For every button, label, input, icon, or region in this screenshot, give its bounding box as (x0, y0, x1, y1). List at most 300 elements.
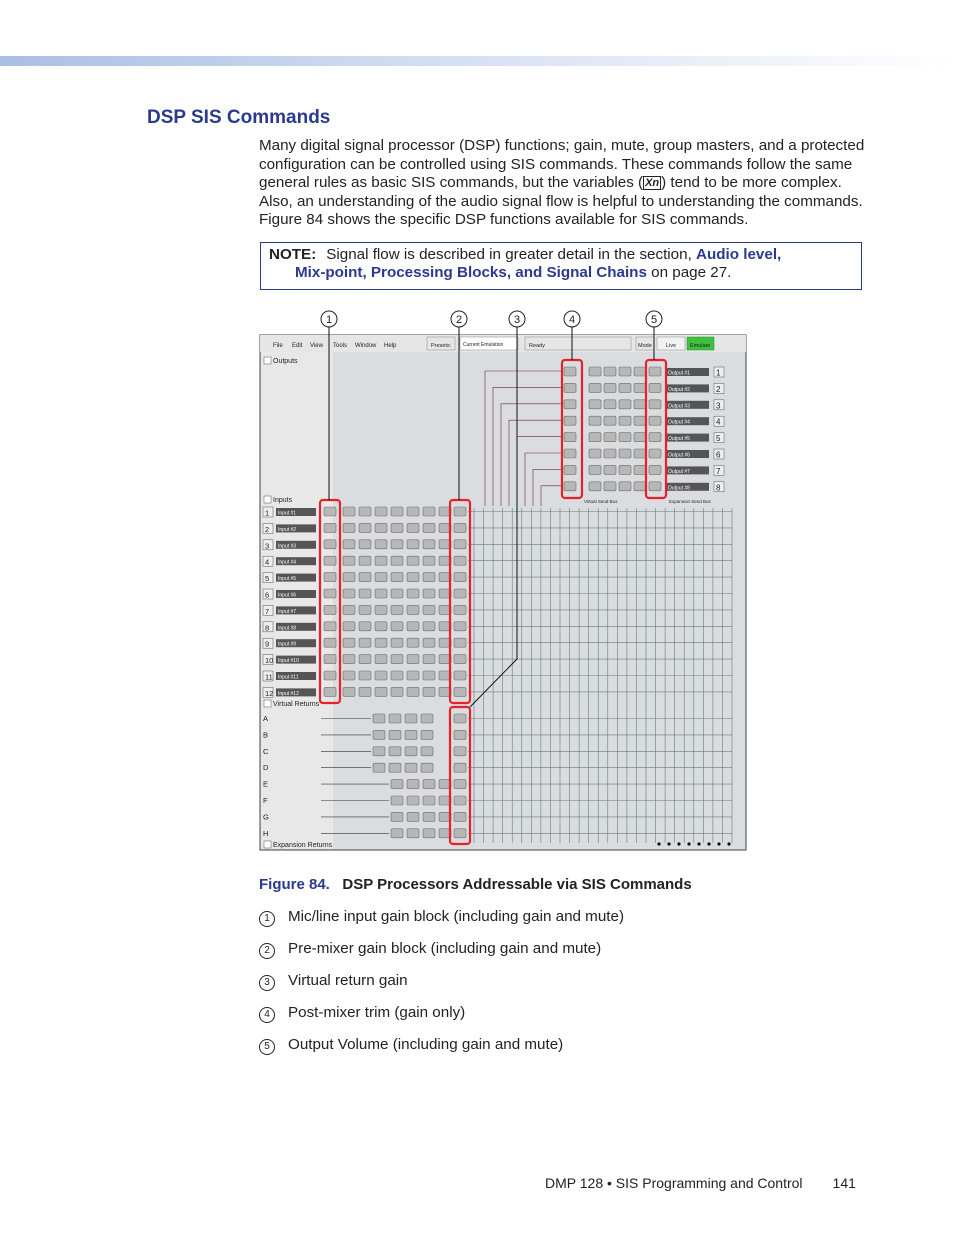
dsp-block[interactable] (375, 638, 387, 647)
dsp-block[interactable] (391, 589, 403, 598)
legend-number: 3 (259, 975, 275, 991)
dsp-block[interactable] (421, 730, 433, 739)
dsp-block[interactable] (423, 605, 435, 614)
dsp-block[interactable] (619, 383, 631, 392)
dsp-block[interactable] (589, 482, 601, 491)
dsp-block[interactable] (375, 540, 387, 549)
dsp-block[interactable] (359, 573, 371, 582)
dsp-block[interactable] (454, 523, 466, 532)
dsp-block[interactable] (423, 622, 435, 631)
callout-number: 1 (325, 314, 333, 326)
dsp-block[interactable] (423, 573, 435, 582)
dsp-block[interactable] (375, 589, 387, 598)
dsp-block[interactable] (423, 796, 435, 805)
dsp-block[interactable] (454, 714, 466, 723)
dsp-block[interactable] (619, 416, 631, 425)
dsp-block[interactable] (407, 687, 419, 696)
presets-value: Current Emulation (463, 342, 504, 348)
dsp-block[interactable] (407, 780, 419, 789)
dsp-block[interactable] (375, 573, 387, 582)
input-name: Input #4 (278, 559, 297, 566)
input-number: 7 (265, 606, 270, 616)
legend-number: 1 (259, 911, 275, 927)
output-number: 7 (716, 466, 721, 476)
dsp-figure (259, 306, 749, 852)
dsp-block[interactable] (324, 540, 336, 549)
dsp-block[interactable] (407, 812, 419, 821)
dsp-block[interactable] (391, 523, 403, 532)
dsp-block[interactable] (343, 540, 355, 549)
output-name: Output #6 (668, 452, 690, 459)
dsp-block[interactable] (324, 687, 336, 696)
dsp-block[interactable] (343, 605, 355, 614)
dsp-block[interactable] (407, 638, 419, 647)
legend-text: Post-mixer trim (gain only) (288, 1004, 466, 1021)
legend-item (259, 908, 859, 940)
dsp-block[interactable] (391, 780, 403, 789)
input-name: Input #9 (278, 641, 297, 648)
dsp-block[interactable] (359, 638, 371, 647)
dsp-block[interactable] (373, 747, 385, 756)
expansion-bus-dot (717, 842, 720, 845)
dsp-block[interactable] (407, 556, 419, 565)
dsp-block[interactable] (649, 465, 661, 474)
dsp-block[interactable] (324, 523, 336, 532)
dsp-block[interactable] (454, 763, 466, 772)
dsp-block[interactable] (391, 671, 403, 680)
note-link-part2[interactable]: Mix-point, Processing Blocks, and Signal Chains (295, 264, 647, 281)
dsp-block[interactable] (649, 383, 661, 392)
dsp-block[interactable] (407, 507, 419, 516)
dsp-block[interactable] (407, 655, 419, 664)
dsp-block[interactable] (564, 449, 576, 458)
dsp-block[interactable] (423, 589, 435, 598)
dsp-block[interactable] (454, 622, 466, 631)
dsp-block[interactable] (389, 747, 401, 756)
dsp-block[interactable] (391, 573, 403, 582)
presets-label: Presets: (431, 343, 452, 349)
dsp-block[interactable] (564, 400, 576, 409)
dsp-block[interactable] (454, 812, 466, 821)
legend-number: 5 (259, 1039, 275, 1055)
dsp-configurator-screenshot (259, 306, 749, 852)
virtual-return-letter: E (263, 779, 269, 789)
dsp-block[interactable] (391, 622, 403, 631)
dsp-block[interactable] (423, 638, 435, 647)
output-number: 2 (716, 384, 721, 394)
menu-item: View (310, 343, 323, 349)
callout-number: 5 (650, 314, 658, 326)
input-number: 12 (265, 688, 274, 698)
output-number: 5 (716, 434, 721, 444)
dsp-block[interactable] (324, 573, 336, 582)
output-name: Output #2 (668, 386, 690, 393)
dsp-block[interactable] (564, 383, 576, 392)
virtual-return-letter: A (263, 714, 269, 723)
output-number: 8 (716, 483, 721, 493)
dsp-block[interactable] (423, 829, 435, 838)
dsp-block[interactable] (634, 482, 646, 491)
dsp-block[interactable] (634, 433, 646, 442)
menu-item: Edit (292, 343, 303, 349)
dsp-block[interactable] (343, 523, 355, 532)
dsp-block[interactable] (391, 507, 403, 516)
input-name: Input #12 (278, 690, 299, 697)
note-label: NOTE: (269, 246, 317, 263)
menu-item: Tools (333, 343, 348, 349)
dsp-block[interactable] (359, 622, 371, 631)
output-number: 1 (716, 368, 721, 378)
dsp-block[interactable] (324, 507, 336, 516)
dsp-block[interactable] (407, 573, 419, 582)
dsp-block[interactable] (375, 507, 387, 516)
dsp-block[interactable] (391, 556, 403, 565)
dsp-block[interactable] (454, 829, 466, 838)
virtual-returns-section-label: Virtual Returns (273, 701, 320, 708)
dsp-block[interactable] (407, 622, 419, 631)
dsp-block[interactable] (589, 449, 601, 458)
dsp-block[interactable] (619, 400, 631, 409)
input-name: Input #10 (278, 658, 299, 665)
dsp-block[interactable] (634, 400, 646, 409)
dsp-block[interactable] (343, 638, 355, 647)
dsp-block[interactable] (407, 829, 419, 838)
dsp-block[interactable] (589, 433, 601, 442)
dsp-block[interactable] (454, 796, 466, 805)
input-number: 11 (265, 672, 273, 682)
dsp-block[interactable] (604, 367, 616, 376)
dsp-block[interactable] (405, 714, 417, 723)
figure-number: Figure 84. (259, 876, 330, 893)
collapse-icon[interactable] (264, 496, 271, 503)
dsp-block[interactable] (634, 465, 646, 474)
collapse-icon[interactable] (264, 700, 271, 707)
dsp-block[interactable] (649, 416, 661, 425)
dsp-block[interactable] (359, 523, 371, 532)
dsp-block[interactable] (454, 655, 466, 664)
input-number: 5 (265, 574, 270, 584)
legend-text: Output Volume (including gain and mute) (288, 1036, 564, 1053)
dsp-block[interactable] (454, 589, 466, 598)
dsp-block[interactable] (375, 523, 387, 532)
input-name: Input #5 (278, 576, 297, 583)
dsp-block[interactable] (407, 589, 419, 598)
dsp-block[interactable] (649, 433, 661, 442)
input-number: 3 (265, 541, 270, 551)
input-name: Input #11 (278, 674, 299, 681)
dsp-block[interactable] (619, 465, 631, 474)
dsp-block[interactable] (619, 482, 631, 491)
virtual-return-letter: C (263, 746, 269, 756)
dsp-block[interactable] (407, 796, 419, 805)
inputs-section-label: Inputs (273, 497, 293, 504)
dsp-block[interactable] (391, 829, 403, 838)
collapse-icon[interactable] (264, 357, 271, 364)
dsp-block[interactable] (423, 780, 435, 789)
virtual-return-letter: F (263, 796, 268, 805)
dsp-block[interactable] (343, 655, 355, 664)
dsp-block[interactable] (454, 507, 466, 516)
dsp-block[interactable] (423, 687, 435, 696)
dsp-block[interactable] (359, 556, 371, 565)
dsp-block[interactable] (375, 671, 387, 680)
virtual-return-letter: B (263, 730, 269, 740)
dsp-block[interactable] (604, 400, 616, 409)
dsp-block[interactable] (343, 671, 355, 680)
dsp-block[interactable] (421, 763, 433, 772)
input-number: 9 (265, 639, 270, 649)
dsp-block[interactable] (604, 433, 616, 442)
input-number: 2 (265, 524, 270, 534)
dsp-block[interactable] (324, 589, 336, 598)
virtual-return-letter: G (263, 812, 269, 822)
collapse-icon[interactable] (264, 841, 271, 848)
outputs-section-label: Outputs (273, 358, 298, 365)
dsp-block[interactable] (373, 714, 385, 723)
dsp-block[interactable] (359, 605, 371, 614)
dsp-block[interactable] (375, 556, 387, 565)
dsp-block[interactable] (423, 507, 435, 516)
input-name: Input #8 (278, 625, 297, 632)
expansion-bus-dot (657, 842, 660, 845)
expansion-bus-dot (687, 842, 690, 845)
dsp-block[interactable] (375, 655, 387, 664)
dsp-block[interactable] (634, 367, 646, 376)
figure-caption (259, 876, 692, 893)
dsp-block[interactable] (391, 638, 403, 647)
output-number: 4 (716, 417, 721, 427)
dsp-block[interactable] (391, 655, 403, 664)
output-name: Output #7 (668, 468, 690, 475)
dsp-block[interactable] (405, 730, 417, 739)
dsp-block[interactable] (454, 730, 466, 739)
intro-text-2: ) tend to be more complex. Also, an understanding of the audio signal flow is helpful to understanding the commands. Figure 84 shows the specific DSP functions available for SIS commands. (259, 174, 863, 229)
input-number: 6 (265, 590, 270, 600)
dsp-block[interactable] (564, 482, 576, 491)
note-text-2: on page 27. (646, 264, 732, 281)
dsp-block[interactable] (359, 655, 371, 664)
dsp-block[interactable] (375, 622, 387, 631)
legend-item (259, 940, 859, 972)
dsp-block[interactable] (454, 780, 466, 789)
dsp-block[interactable] (423, 671, 435, 680)
expansion-send-bus-label: Expansion Send Bus (669, 499, 711, 504)
dsp-block[interactable] (343, 589, 355, 598)
dsp-block[interactable] (407, 605, 419, 614)
dsp-block[interactable] (324, 556, 336, 565)
dsp-block[interactable] (604, 416, 616, 425)
mode-label: Mode (638, 343, 652, 349)
expansion-bus-dot (727, 842, 730, 845)
note-box (260, 242, 862, 290)
dsp-block[interactable] (634, 383, 646, 392)
left-panel (261, 352, 333, 849)
input-number: 4 (265, 557, 270, 567)
dsp-block[interactable] (604, 482, 616, 491)
dsp-block[interactable] (634, 449, 646, 458)
dsp-block[interactable] (359, 671, 371, 680)
expansion-returns-section-label: Expansion Returns (273, 842, 333, 849)
dsp-block[interactable] (634, 416, 646, 425)
expansion-bus-dot (697, 842, 700, 845)
dsp-block[interactable] (423, 655, 435, 664)
dsp-block[interactable] (589, 400, 601, 409)
input-number: 8 (265, 623, 270, 633)
section-heading: DSP SIS Commands (147, 107, 331, 128)
dsp-block[interactable] (454, 687, 466, 696)
dsp-block[interactable] (619, 367, 631, 376)
virtual-send-bus-label: Virtual Send Bus (584, 499, 618, 504)
dsp-block[interactable] (391, 605, 403, 614)
input-number: 1 (265, 508, 270, 518)
note-link-part1[interactable]: Audio level, (696, 246, 782, 263)
emulate-label: Emulate (690, 343, 711, 349)
output-name: Output #5 (668, 436, 690, 443)
note-text: Signal flow is described in greater detail in the section, (326, 246, 697, 263)
dsp-block[interactable] (389, 714, 401, 723)
dsp-block[interactable] (649, 367, 661, 376)
dsp-block[interactable] (423, 556, 435, 565)
dsp-block[interactable] (619, 433, 631, 442)
page-footer (545, 1175, 856, 1191)
callout-number: 4 (568, 314, 576, 326)
menu-item: Help (384, 343, 397, 349)
dsp-block[interactable] (391, 812, 403, 821)
menu-item: File (273, 343, 283, 349)
dsp-block[interactable] (359, 589, 371, 598)
dsp-block[interactable] (564, 367, 576, 376)
dsp-block[interactable] (604, 383, 616, 392)
dsp-block[interactable] (649, 449, 661, 458)
dsp-block[interactable] (589, 383, 601, 392)
output-number: 6 (716, 450, 721, 460)
dsp-block[interactable] (423, 523, 435, 532)
legend-text: Mic/line input gain block (including gain and mute) (288, 908, 625, 925)
dsp-block[interactable] (421, 747, 433, 756)
dsp-block[interactable] (454, 671, 466, 680)
callout-number: 3 (513, 314, 521, 326)
dsp-block[interactable] (343, 507, 355, 516)
input-name: Input #7 (278, 608, 297, 615)
dsp-block[interactable] (391, 687, 403, 696)
dsp-block[interactable] (454, 605, 466, 614)
dsp-block[interactable] (405, 747, 417, 756)
xn-variable-symbol: Xn (645, 177, 660, 190)
dsp-block[interactable] (343, 687, 355, 696)
dsp-block[interactable] (619, 449, 631, 458)
output-name: Output #4 (668, 419, 690, 426)
footer-page-number: 141 (832, 1175, 856, 1191)
intro-paragraph (259, 137, 869, 230)
dsp-block[interactable] (359, 507, 371, 516)
dsp-block[interactable] (454, 747, 466, 756)
dsp-block[interactable] (423, 812, 435, 821)
dsp-block[interactable] (324, 638, 336, 647)
legend-text: Virtual return gain (288, 972, 408, 989)
dsp-block[interactable] (454, 573, 466, 582)
dsp-block[interactable] (324, 655, 336, 664)
intro-text-1: Many digital signal processor (DSP) functions; gain, mute, group masters, and a protected configuration can be controlled using SIS commands. These commands follow the same general rules as basic SIS commands, but the variables ( (259, 137, 865, 192)
dsp-block[interactable] (343, 556, 355, 565)
dsp-block[interactable] (343, 622, 355, 631)
legend-number: 2 (259, 943, 275, 959)
expansion-bus-dot (677, 842, 680, 845)
dsp-block[interactable] (564, 465, 576, 474)
dsp-block[interactable] (359, 687, 371, 696)
input-name: Input #3 (278, 543, 297, 550)
dsp-block[interactable] (373, 763, 385, 772)
dsp-block[interactable] (454, 540, 466, 549)
dsp-block[interactable] (373, 730, 385, 739)
callout-legend (259, 908, 859, 1068)
dsp-block[interactable] (589, 416, 601, 425)
dsp-block[interactable] (604, 449, 616, 458)
virtual-return-letter: H (263, 828, 269, 838)
live-label: Live (666, 343, 677, 349)
dsp-block[interactable] (375, 687, 387, 696)
dsp-block[interactable] (649, 400, 661, 409)
virtual-return-letter: D (263, 763, 269, 773)
dsp-block[interactable] (454, 556, 466, 565)
figure-title: DSP Processors Addressable via SIS Commands (342, 876, 692, 893)
dsp-block[interactable] (564, 433, 576, 442)
legend-text: Pre-mixer gain block (including gain and mute) (288, 940, 602, 957)
legend-item (259, 1004, 859, 1036)
dsp-block[interactable] (589, 465, 601, 474)
legend-item (259, 972, 859, 1004)
output-number: 3 (716, 401, 721, 411)
dsp-block[interactable] (324, 671, 336, 680)
legend-item (259, 1036, 859, 1068)
menu-item: Window (355, 343, 377, 349)
output-name: Output #1 (668, 370, 690, 377)
dsp-block[interactable] (391, 540, 403, 549)
dsp-block[interactable] (391, 796, 403, 805)
dsp-block[interactable] (407, 540, 419, 549)
dsp-block[interactable] (389, 763, 401, 772)
dsp-block[interactable] (343, 573, 355, 582)
callout-number: 2 (455, 314, 463, 326)
status-text: Ready (529, 343, 545, 349)
dsp-block[interactable] (407, 671, 419, 680)
dsp-block[interactable] (604, 465, 616, 474)
input-name: Input #6 (278, 592, 297, 599)
dsp-block[interactable] (589, 367, 601, 376)
dsp-block[interactable] (407, 523, 419, 532)
input-name: Input #1 (278, 510, 297, 517)
input-name: Input #2 (278, 526, 297, 533)
expansion-bus-dot (667, 842, 670, 845)
dsp-block[interactable] (359, 540, 371, 549)
dsp-block[interactable] (375, 605, 387, 614)
dsp-block[interactable] (454, 638, 466, 647)
dsp-block[interactable] (564, 416, 576, 425)
output-name: Output #3 (668, 403, 690, 410)
dsp-block[interactable] (423, 540, 435, 549)
dsp-block[interactable] (389, 730, 401, 739)
expansion-bus-dot (707, 842, 710, 845)
dsp-block[interactable] (649, 482, 661, 491)
dsp-block[interactable] (324, 605, 336, 614)
dsp-block[interactable] (324, 622, 336, 631)
input-number: 10 (265, 656, 274, 666)
legend-number: 4 (259, 1007, 275, 1023)
dsp-block[interactable] (421, 714, 433, 723)
header-gradient-bar (0, 56, 954, 66)
footer-product: DMP 128 • SIS Programming and Control (545, 1175, 803, 1191)
dsp-block[interactable] (405, 763, 417, 772)
output-name: Output #8 (668, 485, 690, 492)
